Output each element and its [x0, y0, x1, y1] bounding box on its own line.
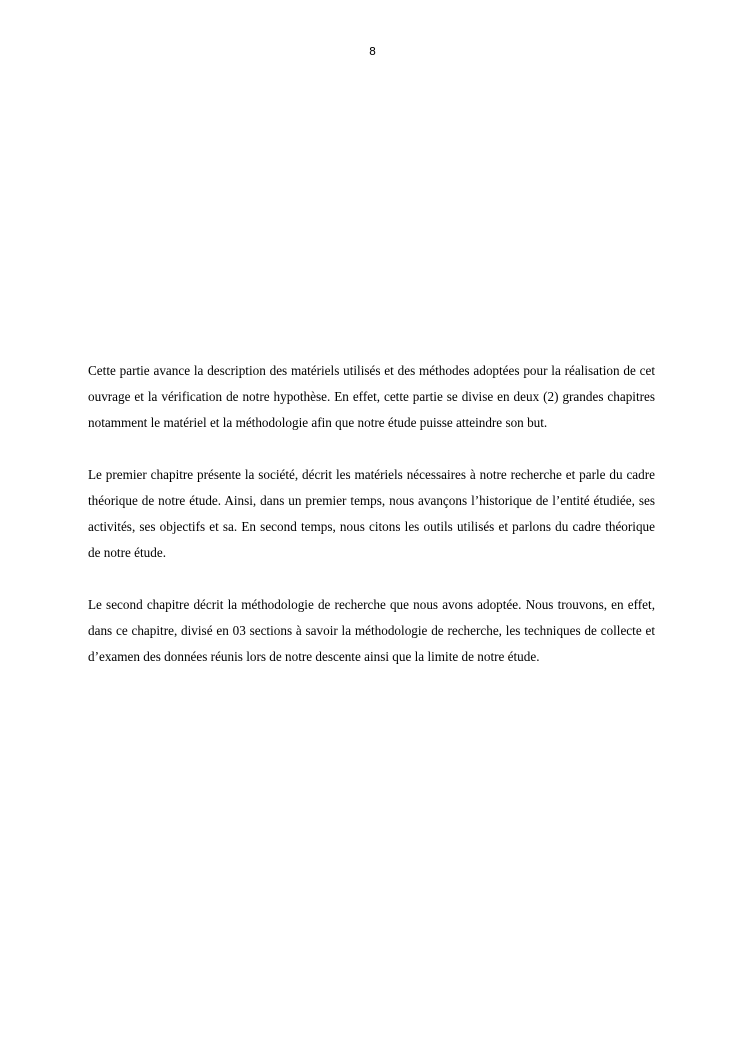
page-number: 8 — [369, 45, 376, 58]
paragraph-first-chapter: Le premier chapitre présente la société, décrit les matériels nécessaires à notre recherche et parle du cadre théorique de notre étude. Ainsi, dans un premier temps, nous avançons l’historique de l’entité étudiée, ses activités, ses objectifs et sa. En second temps, nous citons les outils utilisés et parlons du cadre théorique de notre étude. — [88, 467, 655, 560]
paragraph-introduction: Cette partie avance la description des matériels utilisés et des méthodes adoptées pour la réalisation de cet ouvrage et la vérification de notre hypothèse. En effet, cette partie se divise en deux (2) grandes chapitres notamment le matériel et la méthodologie afin que notre étude puisse atteindre son but. — [88, 363, 655, 430]
paragraph-second-chapter: Le second chapitre décrit la méthodologie de recherche que nous avons adoptée. Nous trouvons, en effet, dans ce chapitre, divisé en 03 sections à savoir la méthodologie de recherche, les techniques de collecte et d’examen des données réunis lors de notre descente ainsi que la limite de notre étude. — [88, 597, 655, 664]
body-text — [88, 358, 655, 696]
